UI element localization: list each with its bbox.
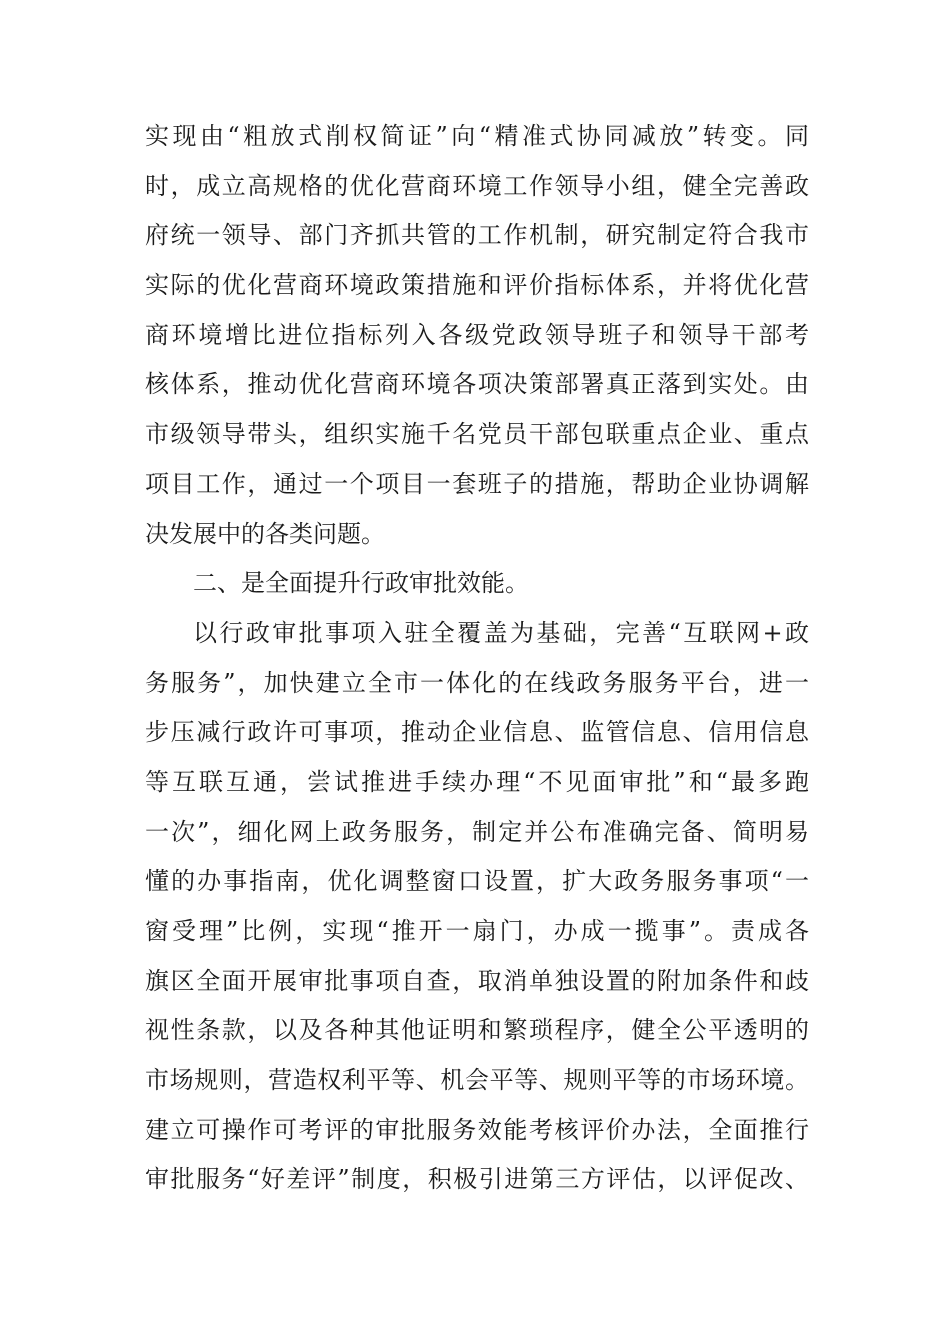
text-line: 懂的办事指南，优化调整窗口设置，扩大政务服务事项“一 — [145, 867, 809, 896]
text-line: 旗区全面开展审批事项自查，取消单独设置的附加条件和歧 — [145, 966, 809, 995]
text-line: 时，成立高规格的优化营商环境工作领导小组，健全完善政 — [145, 171, 809, 200]
text-line: 步压减行政许可事项，推动企业信息、监管信息、信用信息 — [145, 718, 809, 747]
text-line: 审批服务“好差评”制度，积极引进第三方评估，以评促改、 — [145, 1165, 809, 1194]
text-line: 核体系，推动优化营商环境各项决策部署真正落到实处。由 — [145, 370, 809, 399]
text-line: 以行政审批事项入驻全覆盖为基础，完善“互联网+政 — [193, 618, 809, 647]
document-body — [145, 112, 809, 1205]
text-line: 市场规则，营造权利平等、机会平等、规则平等的市场环境。 — [145, 1066, 809, 1095]
text-line: 府统一领导、部门齐抓共管的工作机制，研究制定符合我市 — [145, 221, 809, 250]
text-line: 实现由“粗放式削权简证”向“精准式协同减放”转变。同 — [145, 122, 809, 150]
text-line: 窗受理”比例，实现“推开一扇门，办成一揽事”。责成各 — [145, 917, 809, 945]
text-line: 商环境增比进位指标列入各级党政领导班子和领导干部考 — [145, 320, 809, 349]
text-line: 决发展中的各类问题。 — [145, 519, 385, 548]
text-line: 一次”，细化网上政务服务，制定并公布准确完备、简明易 — [145, 817, 809, 846]
text-line: 视性条款，以及各种其他证明和繁琐程序，健全公平透明的 — [145, 1016, 809, 1045]
text-line: 建立可操作可考评的审批服务效能考核评价办法，全面推行 — [145, 1115, 809, 1144]
text-line: 二、是全面提升行政审批效能。 — [193, 569, 529, 598]
text-line: 等互联互通，尝试推进手续办理“不见面审批”和“最多跑 — [145, 767, 809, 796]
text-line: 项目工作，通过一个项目一套班子的措施，帮助企业协调解 — [145, 469, 809, 498]
text-line: 务服务”，加快建立全市一体化的在线政务服务平台，进一 — [145, 668, 809, 697]
text-line: 市级领导带头，组织实施千名党员干部包联重点企业、重点 — [145, 420, 809, 449]
text-line: 实际的优化营商环境政策措施和评价指标体系，并将优化营 — [145, 271, 809, 300]
